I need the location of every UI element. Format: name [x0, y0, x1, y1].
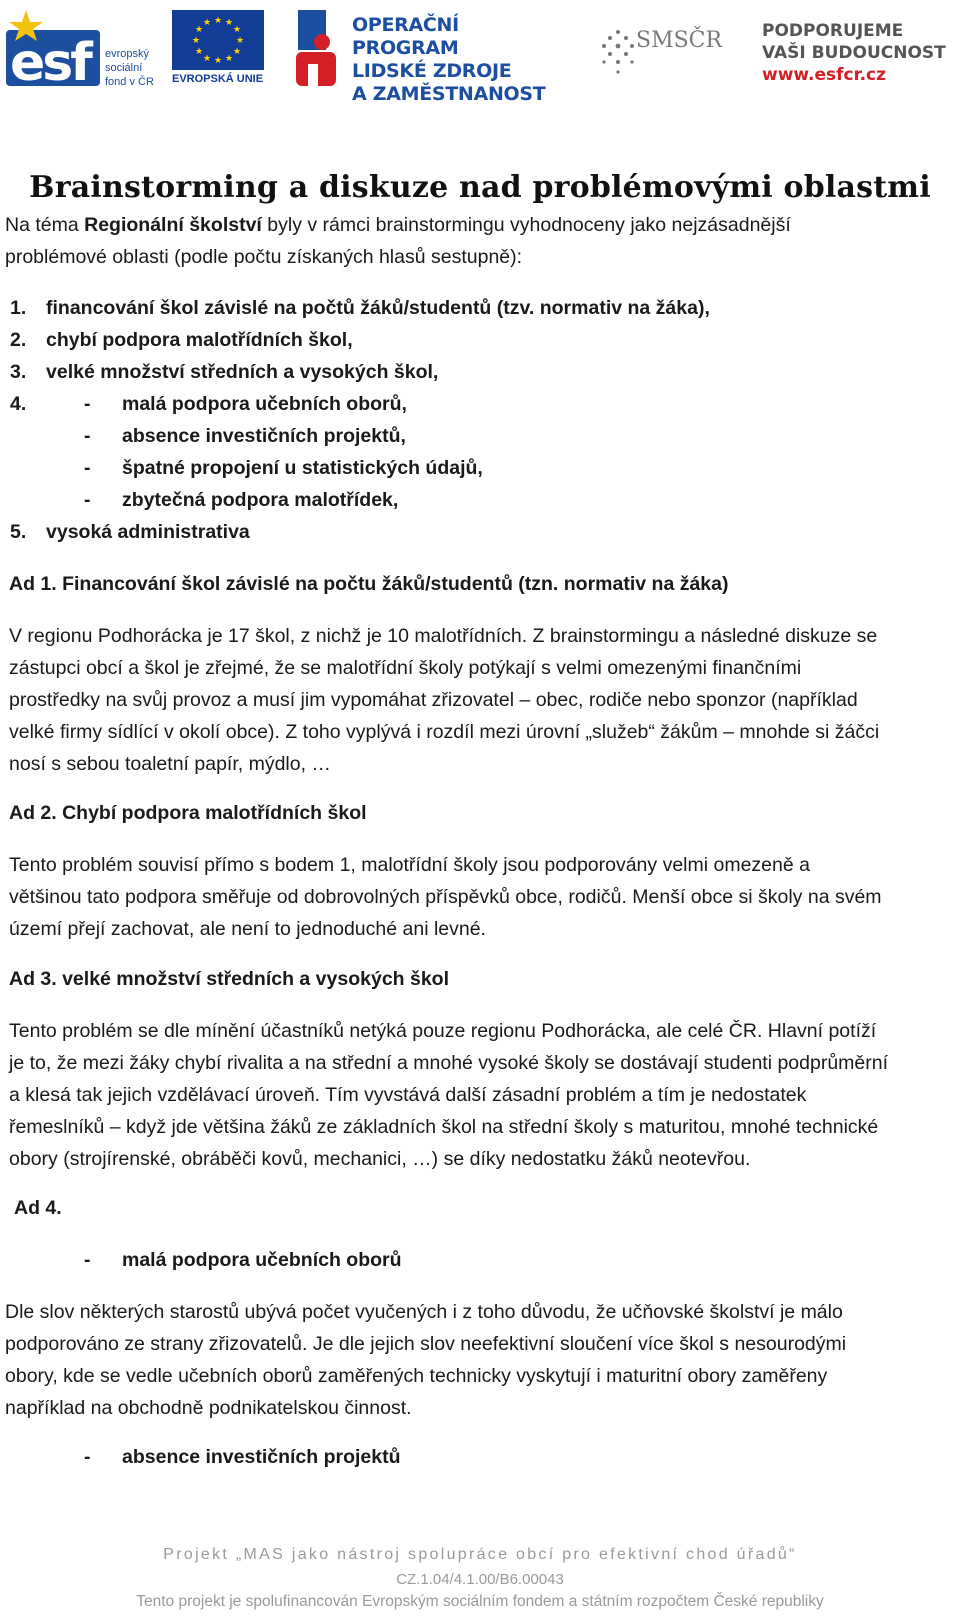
esf-caption-1: evropský — [105, 48, 150, 60]
ad2-paragraph — [9, 849, 882, 945]
list-subitem: malá podpora učebních oborů, — [122, 393, 407, 415]
ad4-sub2-title: absence investičních projektů — [122, 1446, 401, 1468]
ad4-heading: Ad 4. — [14, 1197, 62, 1219]
list-number: 5. — [10, 521, 27, 543]
list-dash: - — [84, 425, 91, 447]
intro-paragraph — [5, 209, 791, 273]
support-url: www.esfcr.cz — [762, 65, 886, 85]
list-subitem: absence investičních projektů, — [122, 425, 406, 447]
list-dash: - — [84, 1446, 91, 1468]
ad3-heading: Ad 3. velké množství středních a vysokých škol — [9, 968, 450, 990]
svg-text:★: ★ — [194, 47, 204, 57]
ad1-heading: Ad 1. Financování škol závislé na počtu žáků/studentů (tzn. normativ na žáka) — [9, 573, 729, 595]
paragraph-line: zástupci obcí a škol je zřejmé, že se malotřídní školy potýkají s velmi omezenými finančními — [9, 657, 802, 679]
op-title — [352, 14, 562, 106]
footer-funding: Tento projekt je spolufinancován Evropským sociálním fondem a státním rozpočtem České republiky — [136, 1593, 824, 1610]
paragraph-line: prostředky na svůj provoz a musí jim vypomáhat zřizovatel – obec, rodiče nebo sponzor (například — [9, 689, 858, 711]
ad4-sub1-paragraph — [5, 1296, 846, 1424]
svg-text:★: ★ — [224, 54, 234, 64]
paragraph-line: velké firmy sídlící v okolí obce). Z toho vyplývá i rozdíl mezi úrovní „služeb“ žákům – mnohde si žáčci — [9, 721, 880, 743]
list-text: financování škol závislé na počtů žáků/studentů (tzv. normativ na žáka), — [46, 297, 710, 319]
paragraph-line: Tento problém souvisí přímo s bodem 1, malotřídní školy jsou podporovány velmi omezeně a — [9, 854, 810, 876]
esf-logo — [6, 8, 166, 88]
intro-topic: Regionální školství — [84, 214, 262, 236]
list-text: vysoká administrativa — [46, 521, 250, 543]
paragraph-line: nosí s sebou toaletní papír, mýdlo, … — [9, 753, 331, 775]
footer-project: Projekt „MAS jako nástroj spolupráce obcí pro efektivní chod úřadů“ — [163, 1546, 797, 1563]
svg-text:★: ★ — [202, 54, 212, 64]
esf-caption-2: sociální — [105, 62, 143, 74]
esf-logo-text: esf — [10, 33, 90, 88]
list-dash: - — [84, 1249, 91, 1271]
eu-logo — [172, 10, 264, 90]
support-line-1: PODPORUJEME — [762, 21, 904, 41]
list-dash: - — [84, 393, 91, 415]
op-title-line-3: A ZAMĚSTNANOST — [352, 83, 546, 105]
intro-suffix: byly v rámci brainstormingu vyhodnoceny jako nejzásadnější — [261, 214, 791, 236]
svg-text:★: ★ — [213, 56, 223, 66]
paragraph-line: obory, kde se vedle učebních oborů zaměřených technicky vyskytují i maturitní obory zaměřeny — [5, 1365, 828, 1387]
paragraph-line: Tento problém se dle mínění účastníků netýká pouze regionu Podhorácka, ale celé ČR. Hlavní potíží — [9, 1020, 877, 1042]
op-title-line-1: OPERAČNÍ PROGRAM — [352, 14, 459, 59]
paragraph-line: většinou tato podpora směřuje od dobrovolných příspěvků obce, rodičů. Menší obce si školy na svém — [9, 886, 882, 908]
intro-line-2: problémové oblasti (podle počtu získaných hlasů sestupně): — [5, 246, 523, 268]
paragraph-line: Dle slov některých starostů ubývá počet vyučených i z toho důvodu, že učňovské školství je málo — [5, 1301, 843, 1323]
eu-caption: EVROPSKÁ UNIE — [172, 73, 264, 85]
svg-text:★: ★ — [235, 36, 245, 46]
list-text: velké množství středních a vysokých škol, — [46, 361, 439, 383]
paragraph-line: V regionu Podhorácka je 17 škol, z nichž je 10 malotřídních. Z brainstormingu a následné diskuze se — [9, 625, 878, 647]
list-number: 1. — [10, 297, 27, 319]
smscr-title: SMSČR — [636, 28, 723, 53]
paragraph-line: například na obchodně podnikatelskou činnost. — [5, 1397, 412, 1419]
support-line-2: VAŠI BUDOUCNOST — [762, 43, 946, 63]
svg-text:★: ★ — [213, 16, 223, 26]
svg-text:★: ★ — [194, 25, 204, 35]
list-text: chybí podpora malotřídních škol, — [46, 329, 353, 351]
list-dash: - — [84, 457, 91, 479]
ad3-paragraph — [9, 1015, 888, 1175]
list-subitem: zbytečná podpora malotřídek, — [122, 489, 399, 511]
svg-text:★: ★ — [224, 18, 234, 28]
intro-prefix: Na téma — [5, 214, 85, 236]
document-title: Brainstorming a diskuze nad problémovými oblastmi — [29, 170, 931, 205]
ad1-paragraph — [9, 620, 879, 780]
esf-caption-3: fond v ČR — [105, 76, 154, 88]
op-lzz-logo — [292, 8, 562, 105]
paragraph-line: je to, že mezi žáky chybí rivalita a na střední a mnohé vysoké školy se dostávají studenti podprůměrní — [9, 1052, 889, 1074]
paragraph-line: území přejí zachovat, ale není to jednoduché ani levné. — [9, 918, 486, 940]
paragraph-line: obory (strojírenské, obráběči kovů, mechanici, …) se díky nedostatku žáků neotevřou. — [9, 1148, 751, 1170]
svg-text:★: ★ — [232, 47, 242, 57]
eu-flag-icon — [172, 10, 264, 72]
svg-text:★: ★ — [202, 18, 212, 28]
svg-text:★: ★ — [232, 25, 242, 35]
paragraph-line: řemeslníků – když jde většina žáků ze základních škol na střední školy s maturitou, mnohé technické — [9, 1116, 879, 1138]
list-number: 4. — [10, 393, 27, 415]
esf-mark-icon — [6, 8, 102, 88]
list-number: 2. — [10, 329, 27, 351]
smscr-logo — [598, 22, 722, 82]
ad2-heading: Ad 2. Chybí podpora malotřídních škol — [9, 802, 367, 824]
footer-code: CZ.1.04/4.1.00/B6.00043 — [396, 1571, 564, 1588]
op-title-line-2: LIDSKÉ ZDROJE — [352, 60, 512, 82]
ad4-sub1-title: malá podpora učebních oborů — [122, 1249, 402, 1271]
paragraph-line: a klesá tak jejich vzdělávací úroveň. Tím vyvstává další zásadní problém a tím je nedostatek — [9, 1084, 807, 1106]
list-dash: - — [84, 489, 91, 511]
list-subitem: špatné propojení u statistických údajů, — [122, 457, 483, 479]
esfcr-support-logo — [762, 20, 952, 90]
list-number: 3. — [10, 361, 27, 383]
paragraph-line: podporováno ze strany zřizovatelů. Je dle jejich slov neefektivní sloučení více škol s nesourodými — [5, 1333, 847, 1355]
smscr-dots-icon — [598, 26, 638, 76]
op-figure-icon — [292, 8, 342, 88]
logo-bar — [0, 0, 960, 105]
svg-text:★: ★ — [191, 36, 201, 46]
